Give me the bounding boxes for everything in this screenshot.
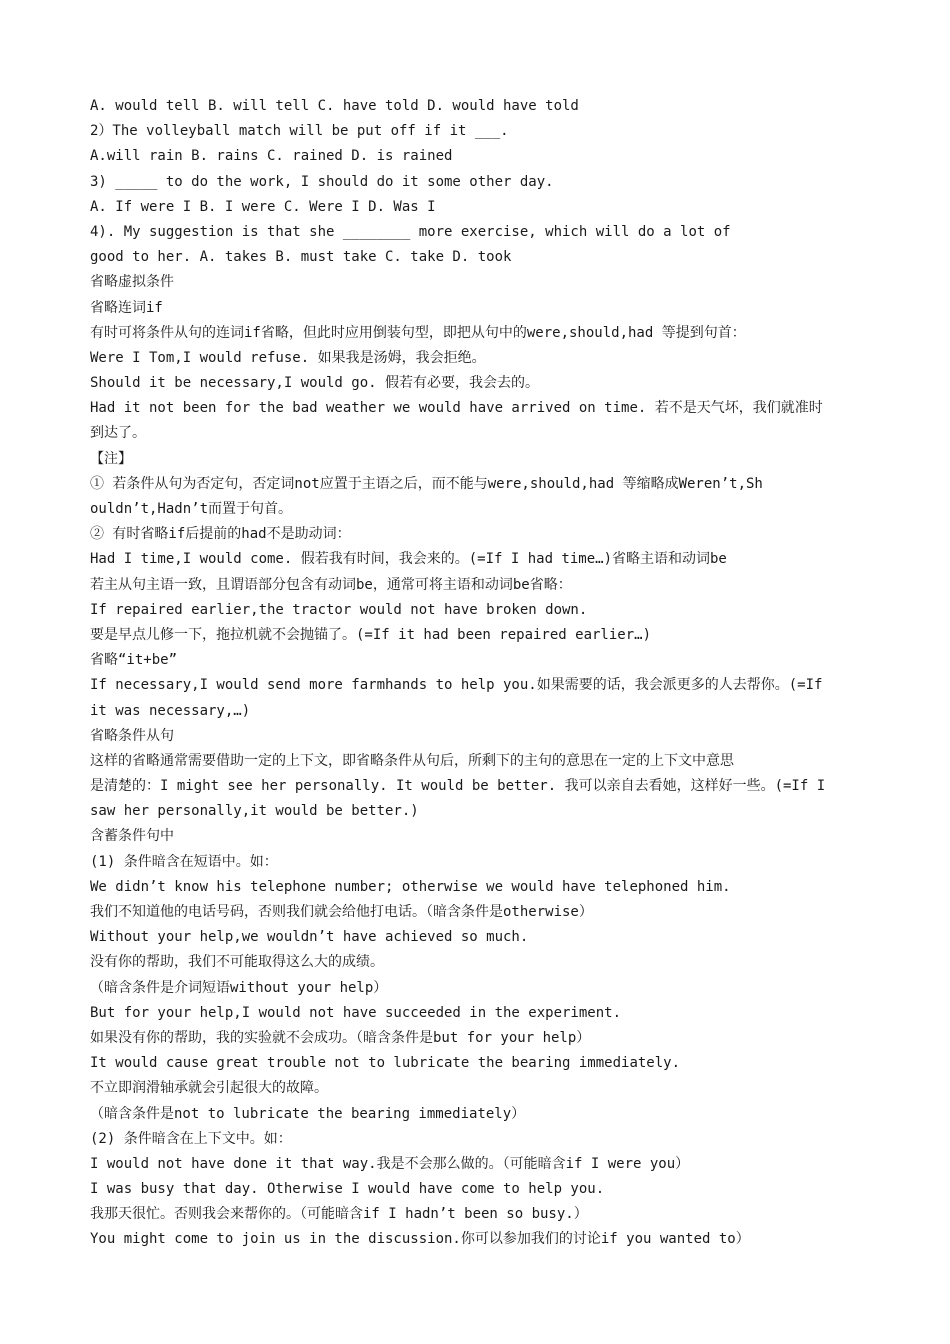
example-line: 如果没有你的帮助，我的实验就不会成功。（暗含条件是but for your help） xyxy=(90,1029,591,1046)
example-line: 不立即润滑轴承就会引起很大的故障。 xyxy=(90,1080,328,1097)
example-line: I was busy that day. Otherwise I would have come to help you. xyxy=(90,1181,605,1198)
example-line: I would not have done it that way.我是不会那么做的。（可能暗含if I were you） xyxy=(90,1155,690,1172)
text-line: 4). My suggestion is that she ________ more exercise, which will do a lot of xyxy=(90,223,731,240)
example-line: （暗含条件是not to lubricate the bearing immediately） xyxy=(90,1105,526,1122)
note-heading: 【注】 xyxy=(90,450,132,467)
example-line: Had I time,I would come. 假若我有时间，我会来的。(=If I had time…)省略主语和动词be xyxy=(90,551,727,568)
section-heading: 省略虚拟条件 xyxy=(90,274,174,291)
example-line: You might come to join us in the discussion.你可以参加我们的讨论if you wanted to） xyxy=(90,1231,750,1248)
example-line: 没有你的帮助，我们不可能取得这么大的成绩。 xyxy=(90,954,384,971)
example-line: If repaired earlier,the tractor would not have broken down. xyxy=(90,601,588,618)
text-line: (1) 条件暗含在短语中。如： xyxy=(90,853,278,870)
example-line: 要是早点儿修一下，拖拉机就不会抛锚了。(=If it had been repaired earlier…) xyxy=(90,626,652,643)
note-item: ouldn’t,Hadn’t而置于句首。 xyxy=(90,501,293,517)
text-line: 有时可将条件从句的连词if省略，但此时应用倒装句型，即把从句中的were,should,had 等提到句首： xyxy=(90,324,746,341)
example-line: 我们不知道他的电话号码，否则我们就会给他打电话。（暗含条件是otherwise） xyxy=(90,904,593,920)
example-line: We didn’t know his telephone number; otherwise we would have telephoned him. xyxy=(90,878,731,895)
section-heading: 省略“it+be” xyxy=(90,652,178,669)
text-line: 是清楚的：I might see her personally. It would be better. 我可以亲自去看她，这样好一些。(=If I xyxy=(90,778,826,795)
section-heading: 省略条件从句 xyxy=(90,727,174,744)
text-line: A. If were I B. I were C. Were I D. Was I xyxy=(90,198,436,215)
document-page xyxy=(90,94,870,1253)
text-line: 2）The volleyball match will be put off if it ___. xyxy=(90,123,509,140)
example-line: it was necessary,…) xyxy=(90,702,251,719)
text-line: 3) _____ to do the work, I should do it some other day. xyxy=(90,173,554,190)
note-item: ② 有时省略if后提前的had不是助动词： xyxy=(90,526,351,543)
text-line: A. would tell B. will tell C. have told D. would have told xyxy=(90,98,579,114)
note-item: ① 若条件从句为否定句，否定词not应置于主语之后，而不能与were,should,had 等缩略成Weren’t,Sh xyxy=(90,475,763,492)
section-heading: 含蓄条件句中 xyxy=(90,828,174,845)
example-line: Had it not been for the bad weather we would have arrived on time. 若不是天气坏，我们就准时 xyxy=(90,400,823,417)
example-line: Should it be necessary,I would go. 假若有必要，我会去的。 xyxy=(90,375,540,392)
text-line: A.will rain B. rains C. rained D. is rained xyxy=(90,148,453,165)
example-line: If necessary,I would send more farmhands to help you.如果需要的话，我会派更多的人去帮你。(=If xyxy=(90,677,823,694)
example-line: Without your help,we wouldn’t have achieved so much. xyxy=(90,929,529,946)
text-line: (2) 条件暗含在上下文中。如： xyxy=(90,1130,292,1147)
section-heading: 省略连词if xyxy=(90,299,163,316)
example-line: Were I Tom,I would refuse. 如果我是汤姆，我会拒绝。 xyxy=(90,349,486,366)
example-line: It would cause great trouble not to lubricate the bearing immediately. xyxy=(90,1055,681,1072)
text-line: 若主从句主语一致，且谓语部分包含有动词be，通常可将主语和动词be省略： xyxy=(90,576,572,593)
text-line: 这样的省略通常需要借助一定的上下文，即省略条件从句后，所剩下的主句的意思在一定的上下文中意思 xyxy=(90,752,734,769)
example-line: But for your help,I would not have succeeded in the experiment. xyxy=(90,1004,622,1021)
example-line: （暗含条件是介词短语without your help） xyxy=(90,979,388,996)
example-line: 我那天很忙。否则我会来帮你的。（可能暗含if I hadn’t been so busy.） xyxy=(90,1206,588,1223)
text-line: good to her. A. takes B. must take C. take D. took xyxy=(90,249,512,266)
text-line: 到达了。 xyxy=(90,425,146,442)
text-line: saw her personally,it would be better.) xyxy=(90,803,419,820)
